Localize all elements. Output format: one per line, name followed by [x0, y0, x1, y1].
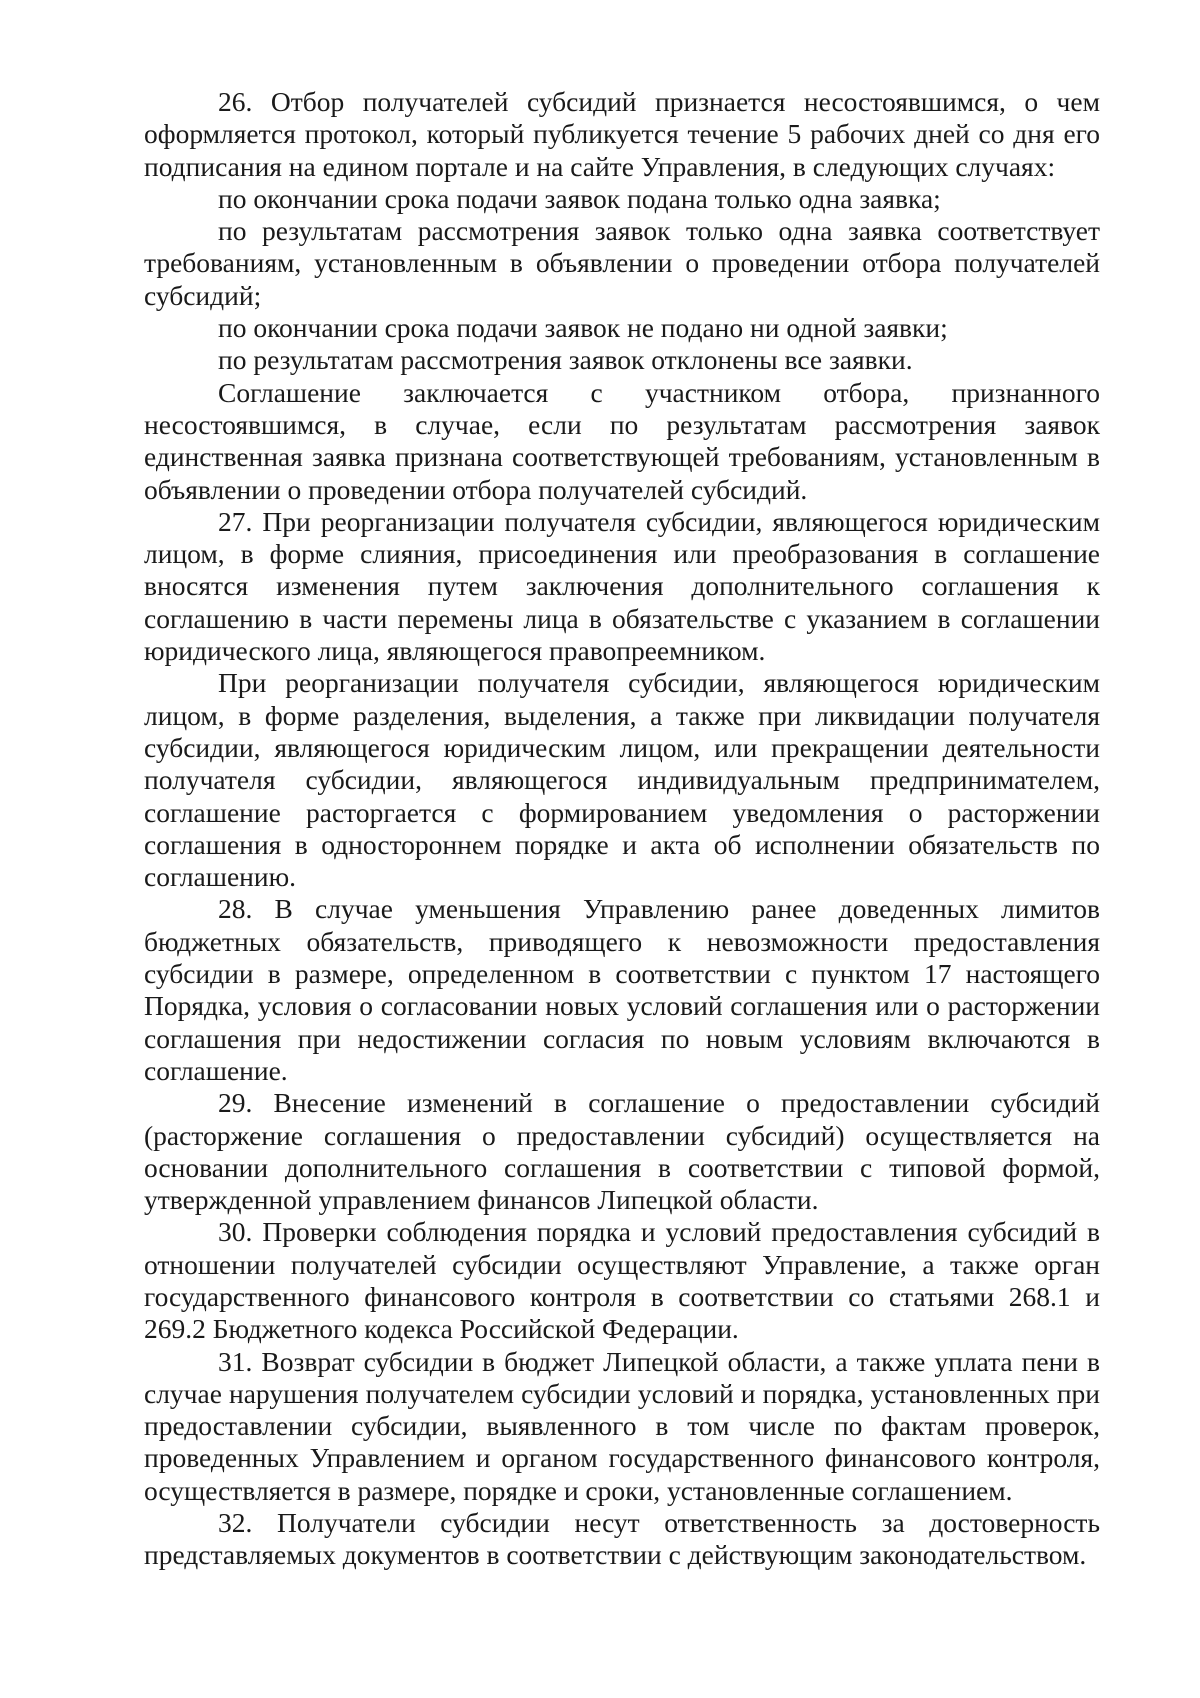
paragraph-30: 30. Проверки соблюдения порядка и условий предоставления субсидий в отношении получателей субсидии осуществляют Управление, а также орган государственного финансового контроля в соответствии со статьями 268.1 и 269.2 Бюджетного кодекса Российской Федерации. [144, 1216, 1100, 1345]
paragraph-27-part-2: При реорганизации получателя субсидии, являющегося юридическим лицом, в форме разделения, выделения, а также при ликвидации получателя субсидии, являющегося юридическим лицом, или прекращении деятельности получателя субсидии, являющегося индивидуальным предпринимателем, соглашение расторгается с формированием уведомления о расторжении соглашения в одностороннем порядке и акта об исполнении обязательств по соглашению. [144, 667, 1100, 893]
paragraph-26-case-1: по окончании срока подачи заявок подана только одна заявка; [218, 182, 941, 214]
document-page [144, 86, 1100, 1572]
paragraph-31: 31. Возврат субсидии в бюджет Липецкой области, а также уплата пени в случае нарушения получателем субсидии условий и порядка, установленных при предоставлении субсидии, выявленного в том числе по фактам проверок, проведенных Управлением и органом государственного финансового контроля, осуществляется в размере, порядке и сроки, установленные соглашением. [144, 1345, 1100, 1506]
paragraph-26-agreement: Соглашение заключается с участником отбора, признанного несостоявшимся, в случае, если по результатам рассмотрения заявок единственная заявка признана соответствующей требованиям, установленным в объявлении о проведении отбора получателей субсидий. [144, 376, 1100, 505]
paragraph-26-case-3: по окончании срока подачи заявок не подано ни одной заявки; [218, 312, 948, 344]
paragraph-26-case-4: по результатам рассмотрения заявок отклонены все заявки. [218, 344, 913, 376]
paragraph-26: 26. Отбор получателей субсидий признается несостоявшимся, о чем оформляется протокол, который публикуется течение 5 рабочих дней со дня его подписания на едином портале и на сайте Управления, в следующих случаях: [144, 86, 1100, 182]
paragraph-27: 27. При реорганизации получателя субсидии, являющегося юридическим лицом, в форме слияния, присоединения или преобразования в соглашение вносятся изменения путем заключения дополнительного соглашения к соглашению в части перемены лица в обязательстве с указанием в соглашении юридического лица, являющегося правопреемником. [144, 505, 1100, 667]
paragraph-32: 32. Получатели субсидии несут ответственность за достоверность представляемых документов в соответствии с действующим законодательством. [144, 1507, 1100, 1571]
paragraph-28: 28. В случае уменьшения Управлению ранее доведенных лимитов бюджетных обязательств, приводящего к невозможности предоставления субсидии в размере, определенном в соответствии с пунктом 17 настоящего Порядка, условия о согласовании новых условий соглашения или о расторжении соглашения при недостижении согласия по новым условиям включаются в соглашение. [144, 893, 1100, 1086]
paragraph-29: 29. Внесение изменений в соглашение о предоставлении субсидий (расторжение соглашения о предоставлении субсидий) осуществляется на основании дополнительного соглашения в соответствии с типовой формой, утвержденной управлением финансов Липецкой области. [144, 1087, 1100, 1216]
paragraph-26-case-2: по результатам рассмотрения заявок только одна заявка соответствует требованиям, установленным в объявлении о проведении отбора получателей субсидий; [144, 215, 1100, 311]
